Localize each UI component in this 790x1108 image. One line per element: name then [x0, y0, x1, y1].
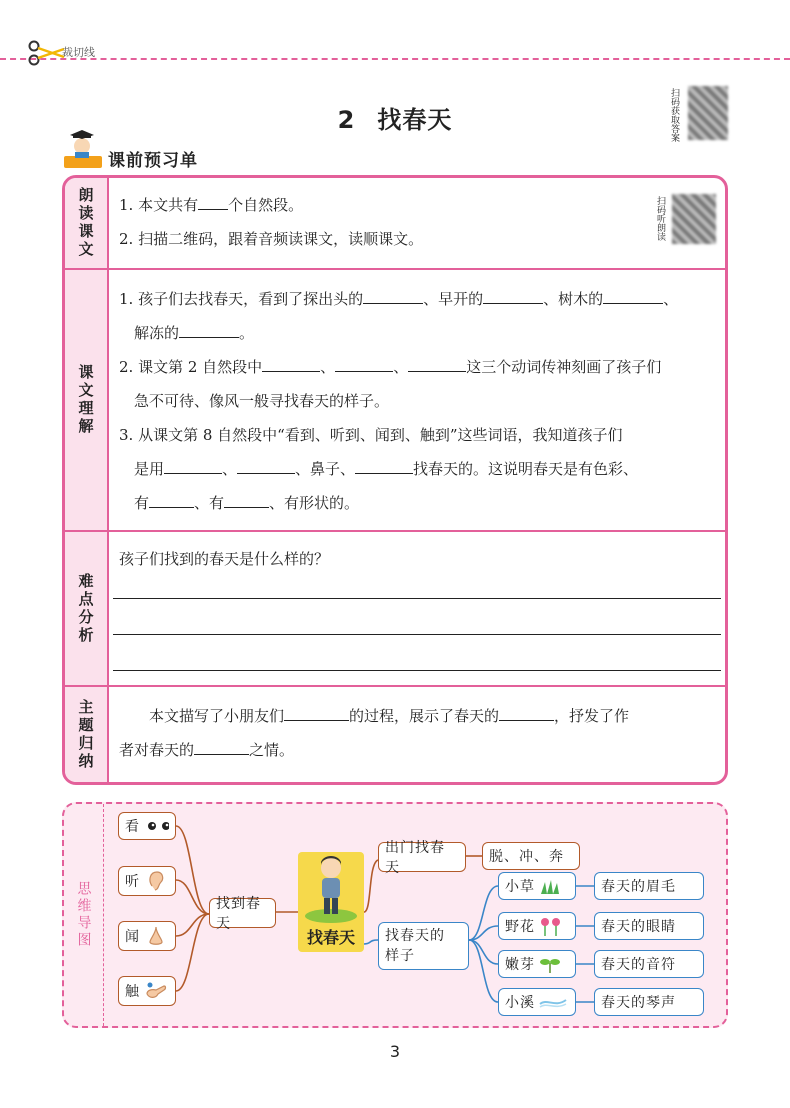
blank-input[interactable]	[179, 318, 239, 338]
blank-input[interactable]	[164, 454, 222, 474]
qr-code-answer[interactable]	[688, 86, 728, 140]
lesson-title: 找春天	[377, 106, 453, 134]
cut-line	[0, 58, 790, 60]
understanding-q1-line1: 1. 孩子们去找春天，看到了探出头的 、早开的 、树木的 、	[119, 282, 719, 316]
go-out-node: 出门找春天	[378, 842, 466, 872]
row-reading	[65, 178, 725, 270]
item-node-stream: 小溪	[498, 988, 576, 1016]
item-node-grass: 小草	[498, 872, 576, 900]
qr-answer-label: 扫码获取答案	[669, 88, 679, 142]
teacher-icon	[62, 128, 104, 170]
answer-line[interactable]	[113, 670, 721, 671]
stream-icon	[539, 995, 567, 1009]
item-node-sprout: 嫩芽	[498, 950, 576, 978]
blank-input[interactable]	[262, 352, 320, 372]
blank-input[interactable]	[355, 454, 413, 474]
sense-node-hear: 听	[118, 866, 176, 896]
blank-input[interactable]	[149, 488, 194, 508]
meaning-node: 春天的音符	[594, 950, 704, 978]
blank-input[interactable]	[194, 735, 249, 755]
flower-icon	[539, 916, 563, 936]
mind-map	[62, 802, 728, 1028]
row-label-difficulty: 难点分析	[65, 532, 109, 685]
preview-worksheet	[62, 175, 728, 785]
row-theme	[65, 687, 725, 782]
eyes-icon	[144, 819, 169, 833]
grass-icon	[539, 878, 563, 894]
theme-line1: 本文描写了小朋友们 的过程，展示了春天的 ，抒发了作	[119, 699, 719, 733]
blank-input[interactable]	[335, 352, 393, 372]
lesson-number: 2	[337, 106, 356, 134]
understanding-q3-line1: 3. 从课文第 8 自然段中“看到、听到、闻到、触到”这些词语，我知道孩子们	[119, 426, 623, 444]
section-title: 课前预习单	[108, 151, 198, 171]
blank-input[interactable]	[499, 701, 554, 721]
sense-node-smell: 闻	[118, 921, 176, 951]
understanding-q2-line2: 急不可待、像风一般寻找春天的样子。	[134, 392, 390, 410]
spring-appearance-node: 找春天的 样子	[378, 922, 469, 970]
row-label-understanding: 课文理解	[65, 270, 109, 530]
theme-content	[119, 699, 719, 767]
blank-input[interactable]	[603, 284, 663, 304]
cut-line-label: 裁切线	[62, 46, 95, 59]
page-number: 3	[389, 1042, 401, 1061]
reading-content	[119, 188, 719, 256]
sense-node-touch: 触	[118, 976, 176, 1006]
qr-listen-label: 扫码听朗读	[655, 196, 665, 241]
blank-input[interactable]	[224, 488, 269, 508]
meaning-node: 春天的眼睛	[594, 912, 704, 940]
sense-node-see: 看	[118, 812, 176, 840]
understanding-q1-line2: 解冻的 。	[119, 316, 719, 350]
reading-question-2: 2. 扫描二维码，跟着音频读课文，读顺课文。	[119, 230, 424, 248]
meaning-node: 春天的琴声	[594, 988, 704, 1016]
blank-input[interactable]	[408, 352, 466, 372]
understanding-content	[119, 282, 719, 520]
answer-line[interactable]	[113, 598, 721, 599]
difficulty-question: 孩子们找到的春天是什么样的？	[119, 550, 330, 568]
understanding-q2-line1: 2. 课文第 2 自然段中 、 、 这三个动词传神刻画了孩子们	[119, 350, 719, 384]
ear-icon	[146, 870, 166, 892]
understanding-q3-line2: 是用 、 、鼻子、 找春天的。这说明春天是有色彩、	[119, 452, 719, 486]
blank-input[interactable]	[284, 701, 349, 721]
meaning-node: 春天的眉毛	[594, 872, 704, 900]
find-spring-node: 找到春天	[209, 898, 276, 928]
reading-question-1: 1. 本文共有 个自然段。	[119, 188, 719, 222]
answer-line[interactable]	[113, 634, 721, 635]
verbs-node: 脱、冲、奔	[482, 842, 580, 870]
row-label-reading: 朗读课文	[65, 178, 109, 268]
blank-input[interactable]	[363, 284, 423, 304]
blank-input[interactable]	[483, 284, 543, 304]
blank-input[interactable]	[237, 454, 295, 474]
understanding-q3-line3: 有 、有 、有形状的。	[119, 486, 719, 520]
row-label-theme: 主题归纳	[65, 687, 109, 782]
row-understanding	[65, 270, 725, 532]
mind-map-label: 思维导图	[64, 804, 104, 1026]
row-difficulty	[65, 532, 725, 687]
nose-icon	[146, 925, 166, 947]
center-topic-label: 找春天	[306, 928, 355, 947]
sprout-icon	[539, 955, 561, 973]
hand-icon	[144, 980, 168, 1002]
blank-paragraph-count[interactable]	[198, 190, 228, 210]
boy-illustration	[298, 852, 364, 928]
item-node-flower: 野花	[498, 912, 576, 940]
center-topic-card	[298, 852, 364, 952]
theme-line2: 者对春天的 之情。	[119, 733, 719, 767]
